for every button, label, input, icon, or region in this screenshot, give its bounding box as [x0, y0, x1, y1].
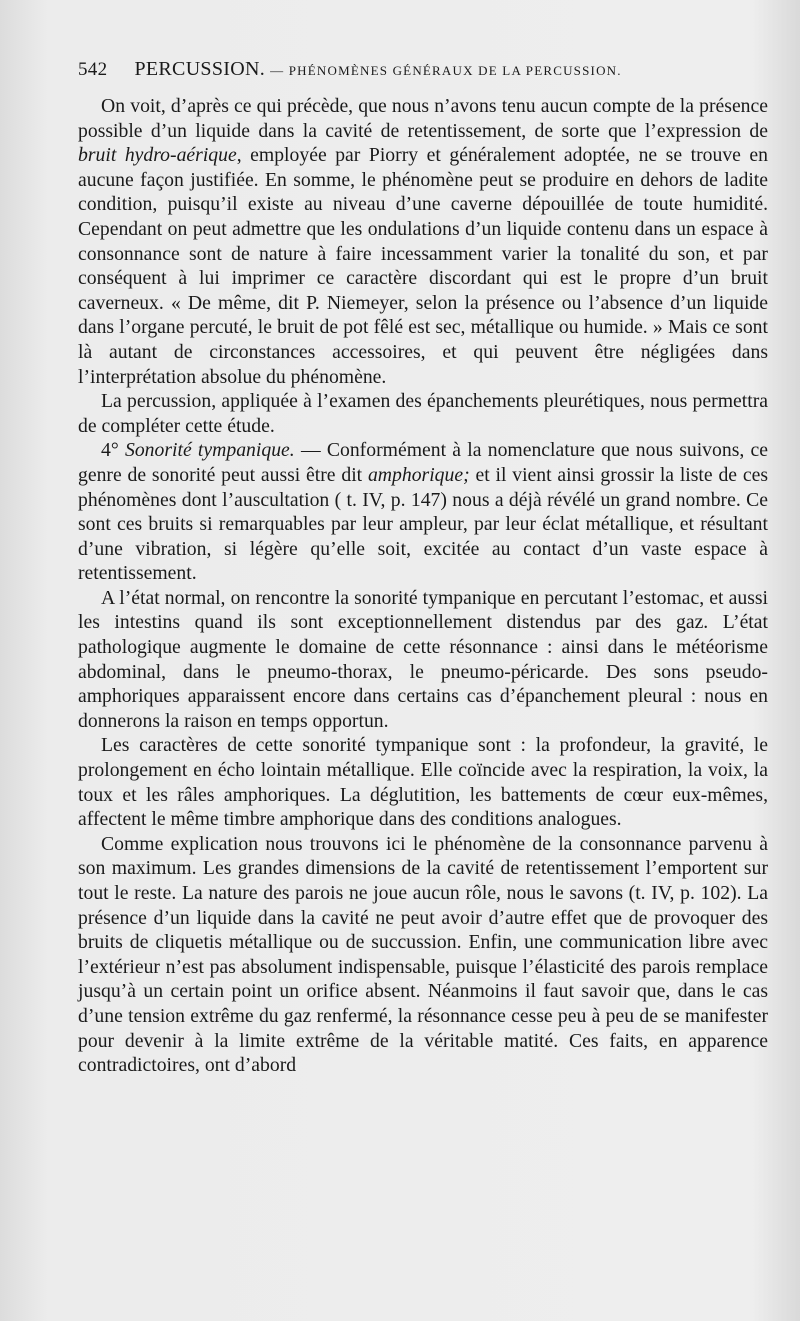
text-run: et il vient ainsi grossir la liste de ces phénomènes dont l’auscultation ( t. IV, p. 147) nous a déjà révélé un grand nombre. Ce sont ces bruits si remarquables par leur ampleur, par leur éclat métallique, et résultant d’une vibration, si légère qu’elle soit, excitée au contact d’un vaste espace à retentissement. — [78, 463, 768, 585]
section-title: — PHÉNOMÈNES GÉNÉRAUX DE LA PERCUSSION. — [270, 63, 622, 78]
chapter-title: PERCUSSION. — [134, 58, 266, 80]
running-header — [78, 58, 778, 90]
italic-term: amphorique; — [367, 463, 470, 486]
italic-term: bruit hydro-aérique — [78, 144, 237, 167]
body-text — [78, 94, 768, 1078]
page-number: 542 — [78, 59, 108, 80]
text-run: 4° — [101, 439, 125, 462]
paragraph-6: Comme explication nous trouvons ici le phénomène de la consonnance parvenu à son maximum. Les grandes dimensions de la cavité de retentissement l’emportent sur tout le reste. La nature des parois ne joue aucun rôle, nous le savons (t. IV, p. 102). La présence d’un liquide dans la cavité ne peut avoir d’autre effet que de provoquer des bruits de cliquetis métallique ou de succussion. Enfin, une communication libre avec l’extérieur n’est pas absolument indispensable, puisque l’élasticité des parois remplace jusqu’à un certain point un orifice absent. Néanmoins il faut savoir que, dans le cas d’une tension extrême du gaz renfermé, la résonnance cesse peu à peu de se manifester pour devenir à la limite extrême de la véritable matité. Ces faits, en apparence contradictoires, ont d’abord — [78, 832, 768, 1077]
text-run: , employée par Piorry et généralement adoptée, ne se trouve en aucune façon justifiée. En somme, le phénomène peut se produire en dehors de ladite condition, puisqu’il existe au niveau d’une caverne dépouillée de toute humidité. Cependant on peut admettre que les ondulations d’un liquide contenu dans un espace à consonnance sont de nature à faire incessamment varier la tonalité du son, et par conséquent à lui imprimer ce caractère discordant qui est le propre d’un bruit caverneux. « De même, dit P. Niemeyer, selon la présence ou l’absence d’un liquide dans l’organe percuté, le bruit de pot fêlé est sec, métallique ou humide. » Mais ce sont là autant de circonstances accessoires, et qui peuvent être négligées dans l’interprétation absolue du phénomène. — [78, 144, 769, 388]
paragraph-2: La percussion, appliquée à l’examen des épanchements pleurétiques, nous permettra de compléter cette étude. — [78, 390, 768, 437]
italic-heading: Sonorité tympanique. — [124, 439, 295, 462]
text-run: — Conformément à la nomenclature que nous suivons, ce genre de sonorité peut aussi être dit — [78, 439, 768, 486]
paragraph-1 — [78, 94, 768, 389]
paragraph-3 — [78, 438, 768, 586]
paragraph-5: Les caractères de cette sonorité tympanique sont : la profondeur, la gravité, le prolongement en écho lointain métallique. Elle coïncide avec la respiration, la voix, la toux et les râles amphoriques. La déglutition, les battements de cœur eux-mêmes, affectent le même timbre amphorique dans des conditions analogues. — [78, 734, 768, 831]
text-run: On voit, d’après ce qui précède, que nous n’avons tenu aucun compte de la présence possible d’un liquide dans la cavité de retentissement, de sorte que l’expression de — [78, 95, 768, 142]
paragraph-4: A l’état normal, on rencontre la sonorité tympanique en percutant l’estomac, et aussi les intestins quand ils sont exceptionnellement distendus par des gaz. L’état pathologique augmente le domaine de cette résonnance : ainsi dans le météorisme abdominal, dans le pneumo-thorax, le pneumo-péricarde. Des sons pseudo-amphoriques apparaissent encore dans certains cas d’épanchement pleural : nous en donnerons la raison en temps opportun. — [78, 586, 768, 732]
